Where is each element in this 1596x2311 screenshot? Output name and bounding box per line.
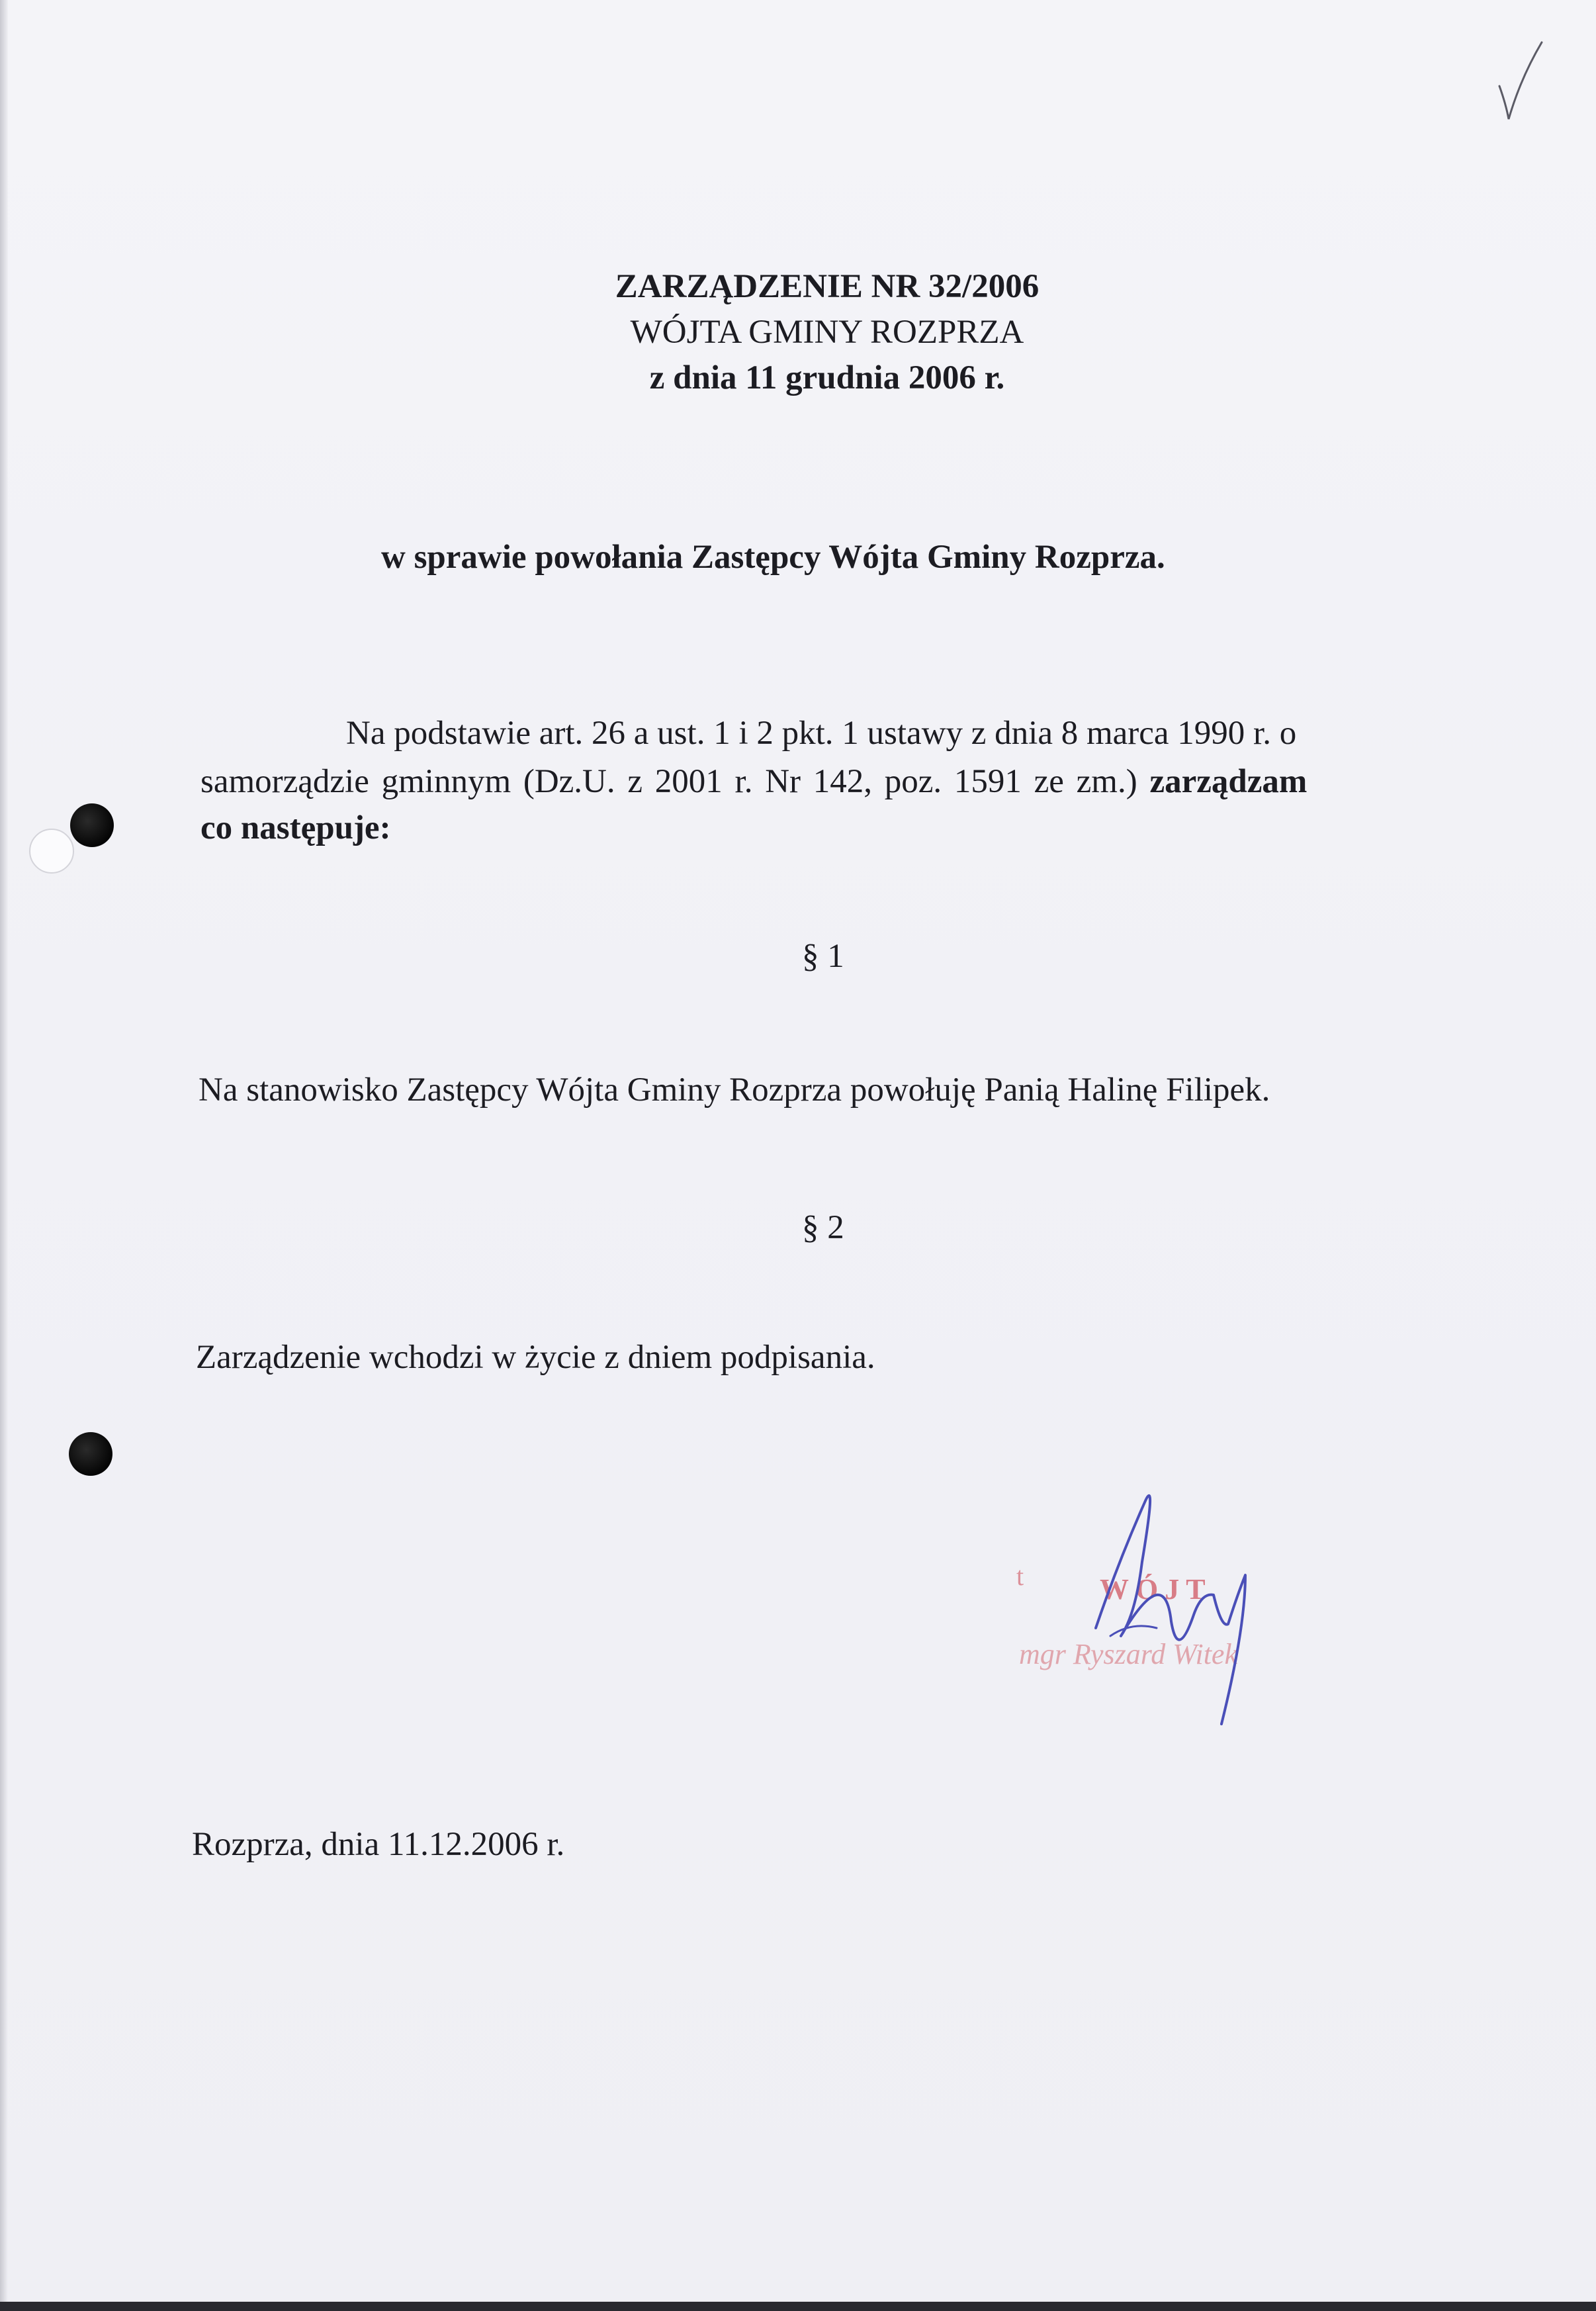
stamp-name: mgr Ryszard Witek <box>1019 1638 1237 1670</box>
handwritten-signature <box>1072 1463 1297 1741</box>
preamble-line-2-text: samorządzie gminnym (Dz.U. z 2001 r. Nr 142, poz. 1591 ze zm.) <box>200 763 1137 800</box>
section-2-text: Zarządzenie wchodzi w życie z dniem podpisania. <box>196 1339 875 1376</box>
place-and-date: Rozprza, dnia 11.12.2006 r. <box>192 1826 565 1863</box>
section-2-symbol: § 2 <box>802 1209 844 1246</box>
issue-date: z dnia 11 grudnia 2006 r. <box>649 359 1005 396</box>
check-mark-icon <box>1494 38 1547 124</box>
scan-bottom-edge <box>0 2302 1596 2311</box>
punch-hole-ghost <box>29 829 74 874</box>
preamble-line-2 <box>200 765 1307 799</box>
punch-hole-top <box>70 803 114 847</box>
ordinance-subject: w sprawie powołania Zastępcy Wójta Gminy Rozprza. <box>381 539 1165 576</box>
section-1-text: Na stanowisko Zastępcy Wójta Gminy Rozprza powołuję Panią Halinę Filipek. <box>199 1071 1270 1109</box>
punch-hole-bottom <box>69 1432 112 1476</box>
ordinance-number: ZARZĄDZENIE NR 32/2006 <box>615 268 1040 305</box>
stamp-mark: t <box>1016 1561 1024 1591</box>
preamble-line-3: co następuje: <box>200 809 391 846</box>
issuer-title: WÓJTA GMINY ROZPRZA <box>630 314 1024 351</box>
section-1-symbol: § 1 <box>802 938 844 975</box>
preamble-decree-word: zarządzam <box>1149 763 1308 800</box>
preamble-line-1: Na podstawie art. 26 a ust. 1 i 2 pkt. 1 ustawy z dnia 8 marca 1990 r. o <box>346 715 1297 752</box>
stamp-title: WÓJT <box>1100 1573 1212 1606</box>
